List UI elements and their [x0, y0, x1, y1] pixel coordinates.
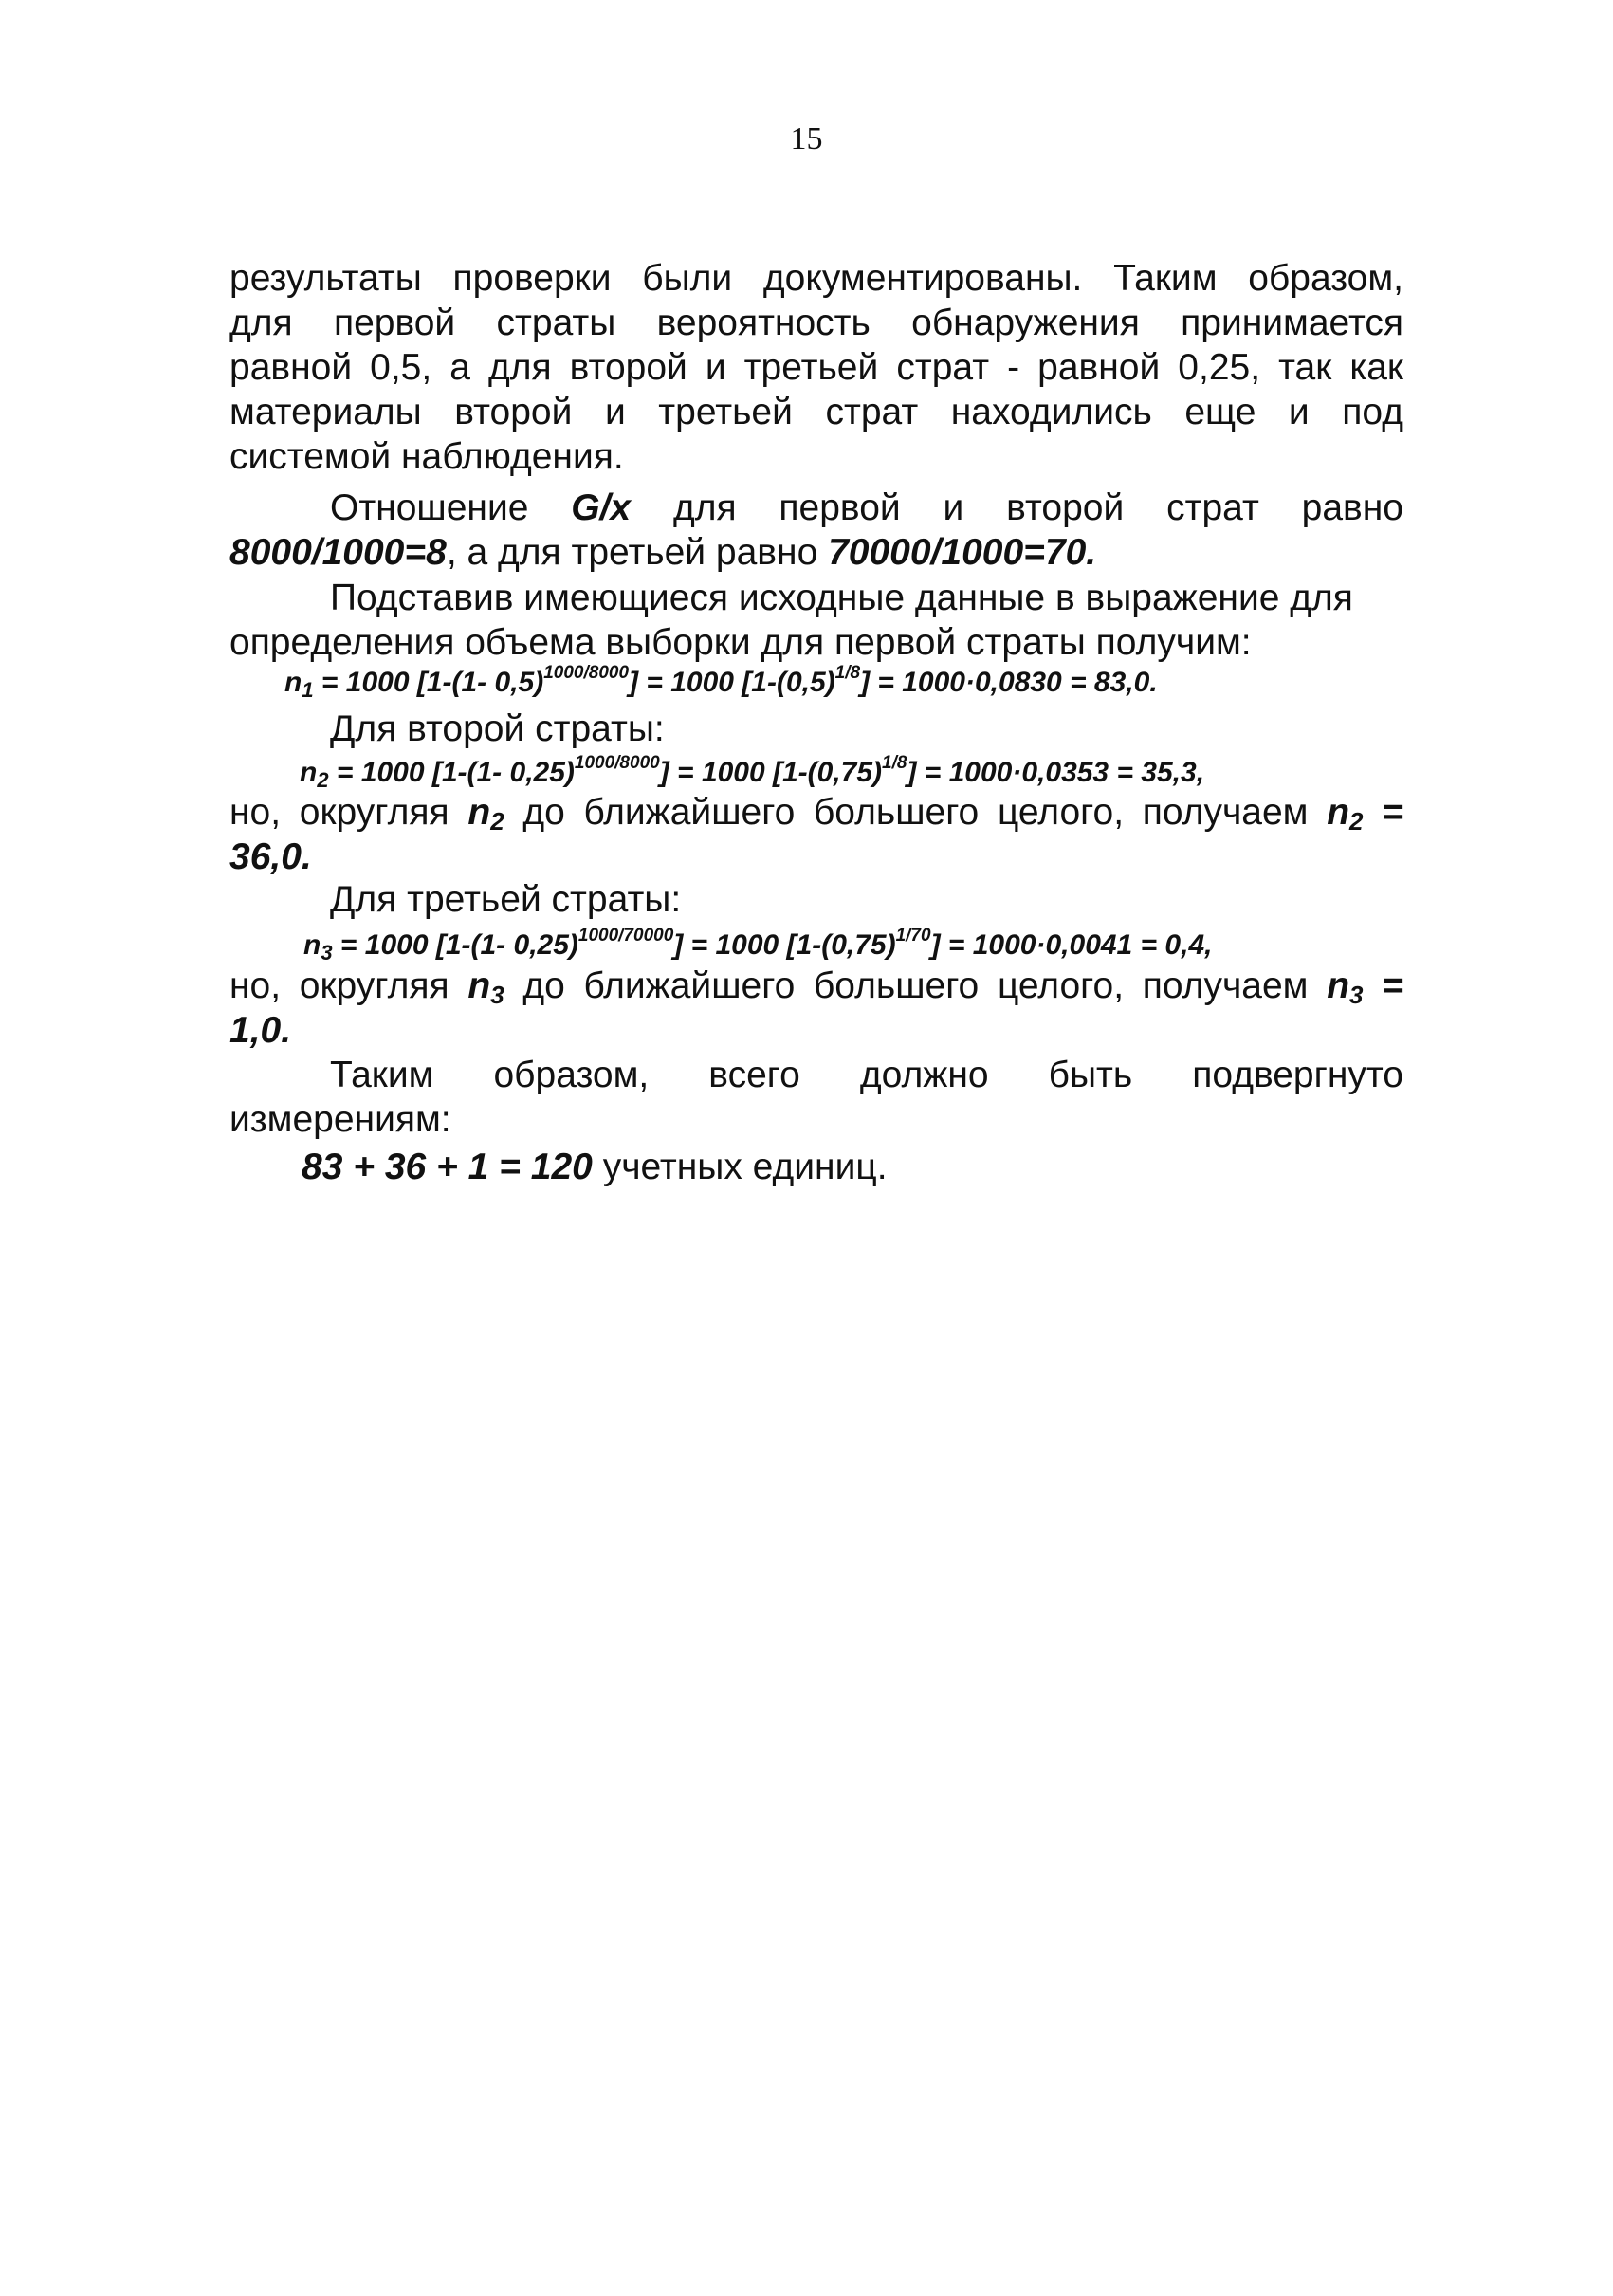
formula-symbol: n — [1327, 965, 1350, 1006]
formula-subscript: 1 — [302, 678, 314, 702]
formula-subscript: 3 — [490, 981, 504, 1009]
paragraph-line: материалы второй и третьей страт находились еще и под — [229, 392, 1403, 432]
text-span: но, округляя — [229, 965, 468, 1006]
text-span: , а для третьей равно — [446, 532, 829, 573]
paragraph-total — [229, 1053, 1403, 1142]
label-third-stratum: Для третьей страты: — [330, 879, 682, 920]
text-span: = — [1363, 792, 1403, 833]
formula-part: ] = 1000 [1-(0,75) — [659, 757, 883, 788]
formula-subscript: 3 — [1349, 981, 1364, 1009]
formula-symbol: n — [284, 667, 302, 698]
formula-part: = 1000 [1-(1- 0,25) — [328, 757, 575, 788]
formula-part: = 1000 [1-(1- 0,25) — [332, 929, 578, 961]
paragraph-line: равной 0,5, а для второй и третьей страт - равной 0,25, так как — [229, 347, 1403, 388]
multiplication-dot: · — [1012, 757, 1022, 788]
paragraph-line: определения объема выборки для первой страты получим: — [229, 622, 1252, 663]
text-span: = — [1363, 965, 1403, 1006]
page-number: 15 — [790, 121, 823, 156]
paragraph-results — [229, 256, 1403, 479]
text-span: до ближайшего большего целого, получаем — [504, 965, 1328, 1006]
paragraph-line: Таким образом, всего должно быть подвергнуто — [330, 1055, 1403, 1095]
text-span: до ближайшего большего целого, получаем — [504, 792, 1328, 833]
formula-subscript: 2 — [490, 807, 504, 836]
paragraph-rounding-n3 — [229, 964, 1403, 1053]
formula-symbol: n — [467, 792, 491, 833]
formula-subscript: 2 — [1349, 807, 1364, 836]
formula-exponent: 1/8 — [834, 663, 861, 683]
formula-symbol: n — [1327, 792, 1350, 833]
paragraph-line: измерениям: — [229, 1099, 451, 1140]
paragraph-line: системой наблюдения. — [229, 436, 624, 477]
formula-part: ] = 1000 — [907, 757, 1013, 788]
paragraph-line: для первой страты вероятность обнаружения принимается — [229, 303, 1403, 343]
formula-symbol: n — [303, 929, 321, 961]
paragraph-line — [229, 964, 1403, 1008]
total-sum-line — [302, 1145, 888, 1189]
formula-exponent: 1/70 — [895, 926, 931, 946]
formula-part: 0,0041 = 0,4, — [1045, 929, 1213, 961]
formula-part: = 1000 [1-(1- 0,5) — [313, 667, 544, 698]
paragraph-line — [229, 530, 1403, 575]
paragraph-line: Подставив имеющиеся исходные данные в выражение для — [330, 578, 1353, 618]
formula-exponent: 1000/8000 — [543, 663, 630, 683]
text-span: но, округляя — [229, 792, 468, 833]
formula-n3 — [303, 927, 1212, 964]
formula-part: 0,0830 = 83,0. — [974, 667, 1158, 698]
ratio-value: 8000/1000=8 — [229, 532, 447, 573]
formula-part: ] = 1000 [1-(0,5) — [629, 667, 835, 698]
formula-n2 — [300, 754, 1204, 792]
formula-part: ] = 1000 — [860, 667, 965, 698]
formula-subscript: 2 — [317, 768, 329, 792]
formula-symbol: n — [300, 757, 318, 788]
paragraph-rounding-n2 — [229, 790, 1403, 879]
label-second-stratum: Для второй страты: — [330, 708, 665, 749]
formula-exponent: 1/8 — [882, 753, 907, 773]
text-span: Отношение — [330, 487, 572, 528]
formula-part: ] = 1000 [1-(0,75) — [673, 929, 896, 961]
formula-symbol: n — [467, 965, 491, 1006]
formula-n1 — [284, 664, 1158, 702]
multiplication-dot: · — [964, 667, 975, 698]
multiplication-dot: · — [1036, 929, 1046, 961]
paragraph-line: 36,0. — [229, 836, 312, 877]
paragraph-line — [229, 486, 1403, 530]
total-sum: 83 + 36 + 1 = 120 — [302, 1147, 593, 1187]
text-span: для первой и второй страт равно — [631, 487, 1403, 528]
formula-part: ] = 1000 — [930, 929, 1036, 961]
paragraph-ratio — [229, 486, 1403, 575]
ratio-symbol: G/x — [571, 487, 632, 528]
formula-part: 0,0353 = 35,3, — [1021, 757, 1205, 788]
formula-exponent: 1000/8000 — [574, 753, 660, 773]
paragraph-substitution — [229, 576, 1403, 665]
paragraph-line — [229, 790, 1403, 835]
formula-exponent: 1000/70000 — [577, 926, 674, 946]
paragraph-line: 1,0. — [229, 1010, 292, 1051]
ratio-value: 70000/1000=70. — [828, 532, 1097, 573]
total-unit: учетных единиц. — [592, 1147, 888, 1187]
paragraph-line: результаты проверки были документированы. Таким образом, — [229, 258, 1403, 299]
formula-subscript: 3 — [321, 941, 333, 964]
